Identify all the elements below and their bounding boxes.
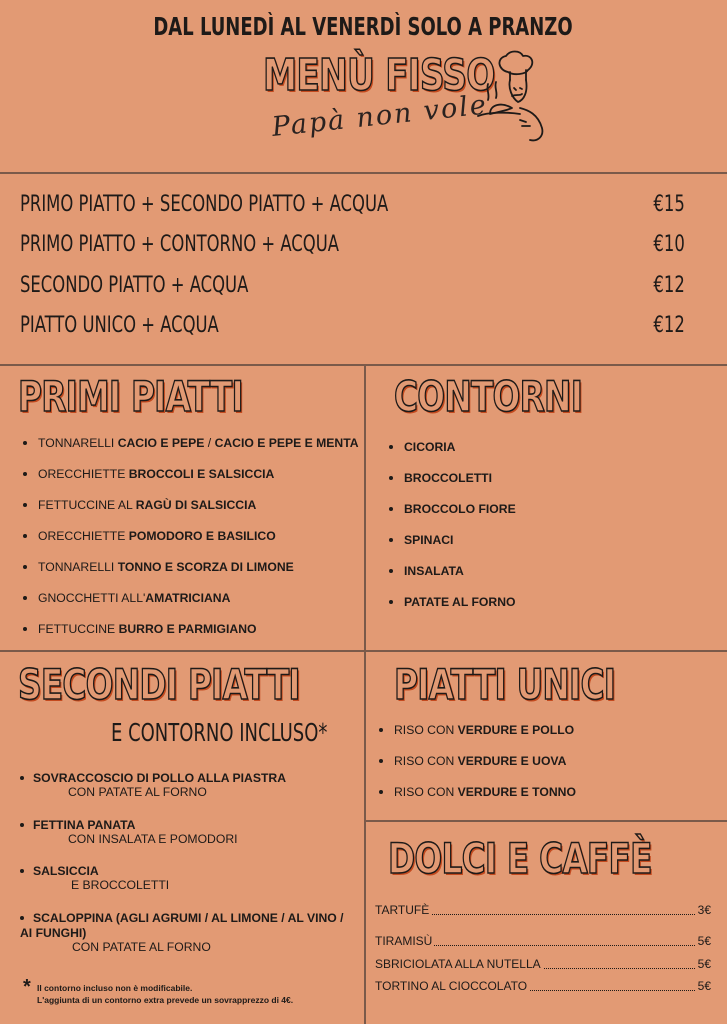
list-item: INSALATA — [389, 564, 516, 578]
list-item: FETTUCCINE BURRO E PARMIGIANO — [23, 622, 359, 636]
combo-name: PIATTO UNICO + ACQUA — [20, 313, 219, 338]
dessert-price: 3€ — [697, 903, 711, 917]
primi-list — [23, 436, 359, 636]
list-item: BROCCOLETTI — [389, 471, 516, 485]
dessert-row — [375, 957, 711, 973]
contorni-list — [389, 440, 516, 609]
dessert-row — [375, 934, 711, 950]
divider-right — [366, 820, 727, 822]
secondi-title: SECONDI PIATTI — [18, 660, 300, 709]
combo-name: PRIMO PIATTO + SECONDO PIATTO + ACQUA — [20, 192, 389, 217]
dessert-price: 5€ — [697, 957, 711, 971]
header-tagline: DAL LUNEDÌ AL VENERDÌ SOLO A PRANZO — [153, 12, 573, 41]
dolci-title: DOLCI E CAFFÈ — [388, 834, 652, 883]
divider-vertical — [364, 364, 366, 1024]
list-item: FETTUCCINE AL RAGÙ DI SALSICCIA — [23, 498, 359, 512]
dessert-row — [375, 903, 711, 919]
dessert-row — [375, 979, 711, 995]
list-item: ORECCHIETTE POMODORO E BASILICO — [23, 529, 359, 543]
combo-name: SECONDO PIATTO + ACQUA — [20, 273, 249, 298]
dessert-name: TORTINO AL CIOCCOLATO — [375, 979, 528, 993]
dessert-name: TARTUFÈ — [375, 903, 430, 917]
menu-subtitle: Papà non vole — [270, 89, 490, 143]
secondi-subtitle: E CONTORNO INCLUSO* — [111, 718, 328, 747]
combo-price: €12 — [653, 273, 685, 298]
list-item: RISO CON VERDURE E UOVA — [379, 754, 576, 768]
dish-name: FETTINA PANATA — [20, 818, 238, 832]
dessert-name: TIRAMISÙ — [375, 934, 433, 948]
dish-name: SOVRACCOSCIO DI POLLO ALLA PIASTRA — [20, 771, 286, 785]
divider-middle — [0, 650, 727, 652]
combo-price: €10 — [653, 232, 685, 257]
list-item: BROCCOLO FIORE — [389, 502, 516, 516]
menu-title: MENÙ FISSO — [263, 50, 495, 101]
dessert-price: 5€ — [697, 979, 711, 993]
list-item: ORECCHIETTE BROCCOLI E SALSICCIA — [23, 467, 359, 481]
unici-list — [379, 723, 576, 799]
note-line: Il contorno incluso non è modificabile. — [37, 983, 193, 993]
dessert-name: SBRICIOLATA ALLA NUTELLA — [375, 957, 541, 971]
list-item: TONNARELLI TONNO E SCORZA DI LIMONE — [23, 560, 359, 574]
dish-name: SALSICCIA — [20, 864, 169, 878]
list-item — [20, 771, 286, 799]
list-item: PATATE AL FORNO — [389, 595, 516, 609]
note-line: L'aggiunta di un contorno extra prevede un sovrapprezzo di 4€. — [37, 995, 294, 1005]
combo-price: €12 — [653, 313, 685, 338]
combo-row — [20, 192, 685, 228]
list-item: SPINACI — [389, 533, 516, 547]
list-item: GNOCCHETTI ALL'AMATRICIANA — [23, 591, 359, 605]
dish-name-cont: AI FUNGHI) — [20, 926, 87, 940]
list-item — [20, 911, 344, 954]
divider-header — [0, 172, 727, 174]
note-asterisk: * — [23, 976, 31, 998]
unici-title: PIATTI UNICI — [394, 660, 616, 709]
dish-side: E BROCCOLETTI — [71, 878, 170, 892]
dish-name: SCALOPPINA (AGLI AGRUMI / AL LIMONE / AL VINO / — [20, 911, 344, 925]
dish-side: CON PATATE AL FORNO — [68, 785, 207, 799]
combo-row — [20, 273, 685, 309]
combo-row — [20, 232, 685, 268]
list-item: TONNARELLI CACIO E PEPE / CACIO E PEPE E MENTA — [23, 436, 359, 450]
dish-side: CON PATATE AL FORNO — [72, 940, 211, 954]
dish-side: CON INSALATA E POMODORI — [68, 832, 238, 846]
primi-title: PRIMI PIATTI — [18, 372, 243, 421]
combo-name: PRIMO PIATTO + CONTORNO + ACQUA — [20, 232, 339, 257]
list-item: RISO CON VERDURE E POLLO — [379, 723, 576, 737]
combo-row — [20, 313, 685, 349]
list-item: RISO CON VERDURE E TONNO — [379, 785, 576, 799]
dessert-price: 5€ — [697, 934, 711, 948]
list-item — [20, 818, 238, 846]
combo-price: €15 — [653, 192, 685, 217]
contorni-title: CONTORNI — [394, 372, 583, 421]
list-item — [20, 864, 169, 892]
list-item: CICORIA — [389, 440, 516, 454]
